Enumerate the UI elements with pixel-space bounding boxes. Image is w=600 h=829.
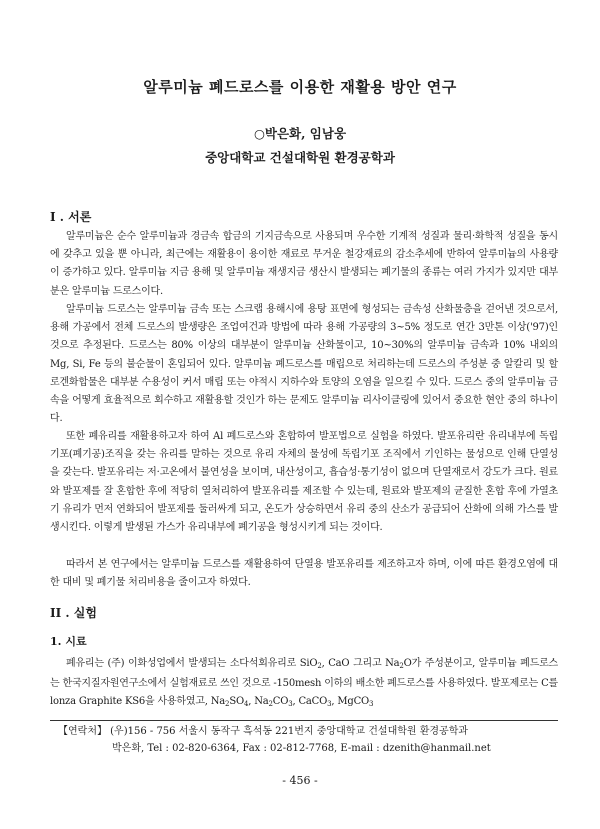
page-number: - 456 - [282, 774, 318, 787]
subscript: 2 [225, 700, 230, 709]
intro-paragraph-1: 알루미늄은 순수 알루미늄과 경금속 합금의 기지금속으로 사용되며 우수한 기계적 성질과 물리·화학적 성질을 동시에 갖추고 있을 뿐 아니라, 최근에는 재활용이 용이한 재료로 무거운 철강재료의 감소추세에 반하여 알루미늄의 사용량이 증가하고 있다. 알루미늄 지금 용해 및 알루미늄 재생지금 생산시 발생되는 폐기물의 종류는 여러 가지가 있지만 대부분은 알루미늄 드로스이다. [50, 231, 558, 297]
section-heading-experiment: II . 실험 [50, 606, 97, 620]
samples-paragraph [50, 655, 558, 714]
samples-text: , MgCO [331, 696, 370, 708]
samples-text: , CaCO [292, 696, 328, 708]
subscript: 3 [327, 700, 332, 709]
intro-paragraph-2: 알루미늄 드로스는 알루미늄 금속 또는 스크랩 용해시에 용탕 표면에 형성되는 금속성 산화물층을 걷어낸 것으로서, 용해 가공에서 전체 드로스의 발생량은 조업여건과 방법에 따라 용해 가공량의 3~5% 정도로 연간 3만톤 이상('97)인 것으로 추정된다. 드로스는 80% 이상의 대부분이 알루미늄 산화물이고, 10~30%의 알루미늄 금속과 10% 내외의 Mg, Si, Fe 등의 불순물이 혼입되어 있다. 알루미늄 폐드로스를 매립으로 처리하는데 드로스의 주성분 중 알칼리 및 할로겐화합물은 대부분 수용성이 커서 매립 또는 야적시 지하수와 토양의 오염을 일으킬 수 있다. 드로스 중의 알루미늄 금속을 어떻게 효율적으로 회수하고 재활용할 것인가 하는 문제도 알루미늄 리사이클링에 있어서 중요한 현안 중의 하나이다. [50, 304, 558, 425]
samples-text: SO [229, 696, 244, 708]
subscript: 2 [317, 662, 322, 670]
affiliation: 중앙대학교 건설대학원 환경공학과 [205, 150, 395, 165]
intro-paragraph-3: 또한 폐유리를 재활용하고자 하여 Al 폐드로스와 혼합하여 발포법으로 실험을 하였다. 발포유리란 유리내부에 독립기포(폐기공)조직을 갖는 유리를 말하는 것으로 유리 자체의 물성에 독립기포 조직에서 기인하는 물성으로 인해 단열성을 갖는다. 발포유리는 저·고온에서 불연성을 보이며, 내산성이고, 흡습성·통기성이 없으며 단열재로서 강도가 크다. 원료와 발포제를 잘 혼합한 후에 적당히 열처리하여 발포유리를 제조할 수 있는데, 원료와 발포제의 균질한 혼합 후에 가열초기 유리가 먼저 연화되어 발포제를 둘러싸게 되고, 온도가 상승하면서 유리 중의 산소가 공급되어 산화에 의해 가스를 발생시킨다. 이렇게 발생된 가스가 유리내부에 폐기공을 형성시키게 되는 것이다. [50, 431, 558, 534]
subscript: 4 [243, 700, 249, 709]
author-list: ○박은화, 임남웅 [253, 126, 347, 141]
samples-text: 폐유리는 (주) 이화성업에서 발생되는 소다석회유리로 SiO [66, 658, 318, 669]
contact-address: 【연락처】 (우)156 - 756 서울시 동작구 흑석동 221번지 중앙대학교 건설대학원 환경공학과 [58, 726, 469, 737]
samples-text: , CaO 그리고 Na [321, 658, 400, 669]
contact-info [58, 723, 558, 757]
section-heading-introduction: I . 서론 [50, 210, 92, 224]
subsection-heading-samples: 1. 시료 [50, 635, 87, 648]
subscript: 3 [288, 700, 293, 709]
contact-details: 박은화, Tel : 02-820-6364, Fax : 02-812-7768, E-mail : dzenith@hanmail.net [112, 743, 491, 754]
subscript: 2 [268, 700, 273, 709]
samples-text: , Na [248, 696, 269, 708]
samples-text: CO [272, 696, 289, 708]
footnote-divider [50, 720, 558, 721]
samples-text: O가 주성분이고, 알루미늄 폐드로스는 한국지질자원연구소에서 실험재료로 쓰인 것으로 -150mesh 이하의 배소한 폐드로스를 사용하였다. 발포제로는 C를 lonza Graphite KS6을 사용하였고, Na [50, 658, 558, 708]
subscript: 3 [369, 700, 374, 709]
subscript: 2 [399, 662, 404, 670]
intro-paragraph-4: 따라서 본 연구에서는 알루미늄 드로스를 재활용하여 단열용 발포유리를 제조하고자 하며, 이에 따른 환경오염에 대한 대비 및 폐기물 처리비용을 줄이고자 하였다. [50, 559, 558, 589]
paper-title: 알루미늄 폐드로스를 이용한 재활용 방안 연구 [143, 78, 457, 96]
